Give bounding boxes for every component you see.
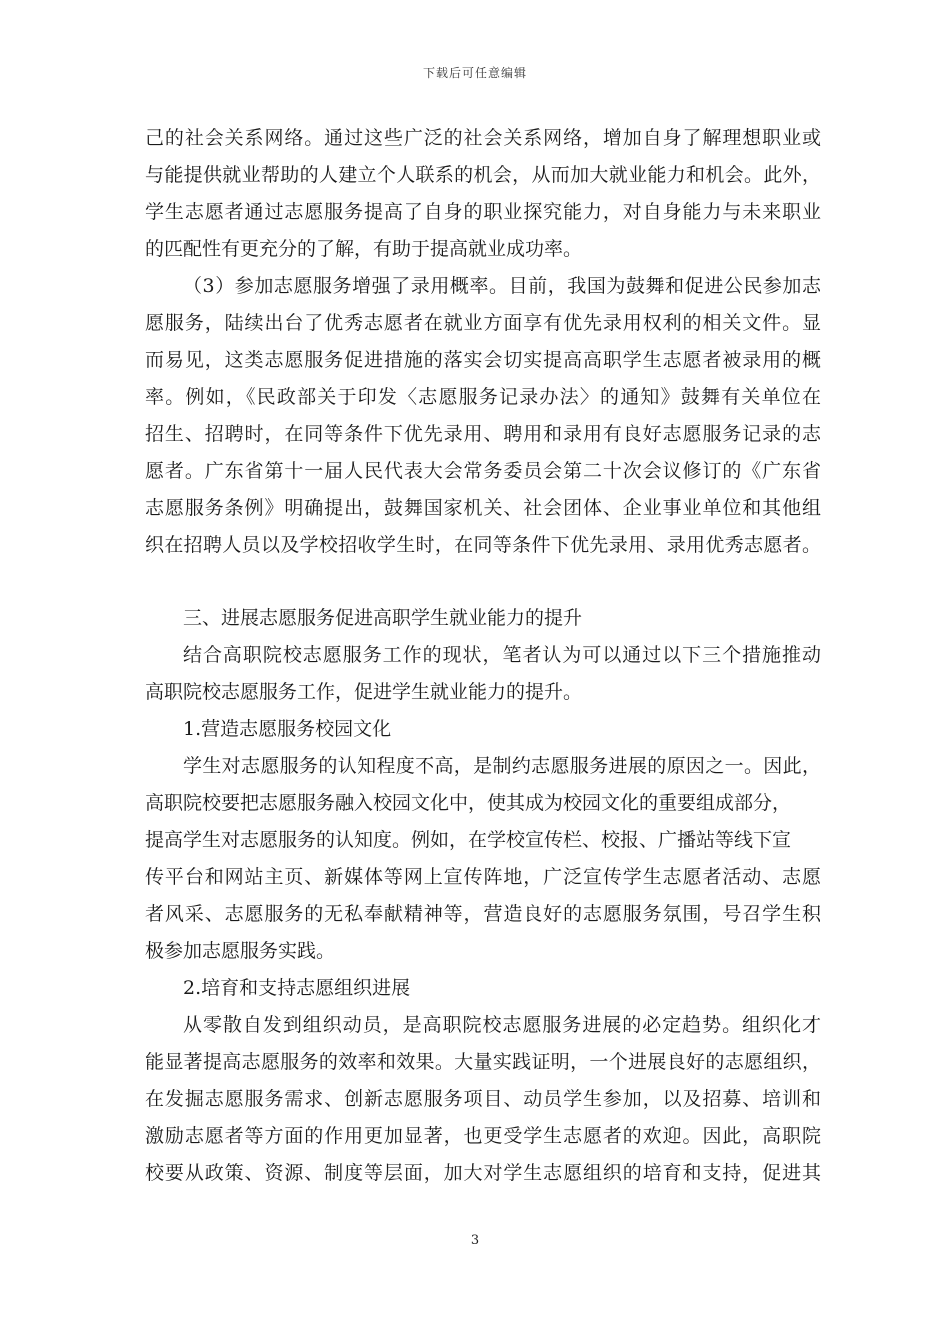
paragraph-line: 己的社会关系网络。通过这些广泛的社会关系网络，增加自身了解理想职业或	[145, 127, 821, 149]
paragraph-line: 高职院校要把志愿服务融入校园文化中，使其成为校园文化的重要组成部分，	[145, 792, 792, 814]
page-number: 3	[470, 1233, 480, 1248]
paragraph-line: 激励志愿者等方面的作用更加显著，也更受学生志愿者的欢迎。因此，高职院	[145, 1125, 821, 1147]
document-body	[145, 120, 821, 1192]
paragraph-line: 与能提供就业帮助的人建立个人联系的机会，从而加大就业能力和机会。此外，	[145, 164, 821, 186]
subsection-heading: 1.营造志愿服务校园文化	[183, 718, 392, 740]
paragraph-line: 极参加志愿服务实践。	[145, 940, 336, 962]
paragraph-line: 结合高职院校志愿服务工作的现状，笔者认为可以通过以下三个措施推动	[183, 644, 821, 666]
paragraph-line: 志愿服务条例》明确提出，鼓舞国家机关、社会团体、企业事业单位和其他组	[145, 497, 821, 519]
paragraph-line: 织在招聘人员以及学校招收学生时，在同等条件下优先录用、录用优秀志愿者。	[145, 534, 821, 556]
paragraph-line: 高职院校志愿服务工作，促进学生就业能力的提升。	[145, 681, 583, 703]
paragraph-line: 从零散自发到组织动员，是高职院校志愿服务进展的必定趋势。组织化才	[183, 1014, 821, 1036]
paragraph-line: 能显著提高志愿服务的效率和效果。大量实践证明，一个进展良好的志愿组织，	[145, 1051, 821, 1073]
paragraph-line: 愿者。广东省第十一届人民代表大会常务委员会第二十次会议修订的《广东省	[145, 460, 821, 482]
paragraph-line: 提高学生对志愿服务的认知度。例如，在学校宣传栏、校报、广播站等线下宣	[145, 829, 792, 851]
paragraph-line: 而易见，这类志愿服务促进措施的落实会切实提高高职学生志愿者被录用的概	[145, 349, 821, 371]
paragraph-line: 率。例如，《民政部关于印发〈志愿服务记录办法〉的通知》鼓舞有关单位在	[145, 386, 821, 408]
paragraph-line: 校要从政策、资源、制度等层面，加大对学生志愿组织的培育和支持，促进其	[145, 1162, 821, 1184]
paragraph-line: （3）参加志愿服务增强了录用概率。目前，我国为鼓舞和促进公民参加志	[183, 275, 821, 297]
paragraph-line: 学生对志愿服务的认知程度不高，是制约志愿服务进展的原因之一。因此，	[183, 755, 821, 777]
paragraph-spacer	[145, 564, 821, 600]
paragraph-line: 者风采、志愿服务的无私奉献精神等，营造良好的志愿服务氛围，号召学生积	[145, 903, 821, 925]
paragraph-line: 传平台和网站主页、新媒体等网上宣传阵地，广泛宣传学生志愿者活动、志愿	[145, 866, 821, 888]
subsection-heading: 2.培育和支持志愿组织进展	[183, 977, 411, 999]
paragraph-line: 愿服务，陆续出台了优秀志愿者在就业方面享有优先录用权利的相关文件。显	[145, 312, 821, 334]
paragraph-line: 招生、招聘时，在同等条件下优先录用、聘用和录用有良好志愿服务记录的志	[145, 423, 821, 445]
section-heading: 三、进展志愿服务促进高职学生就业能力的提升	[183, 607, 583, 629]
paragraph-line: 学生志愿者通过志愿服务提高了自身的职业探究能力，对自身能力与未来职业	[145, 201, 821, 223]
paragraph-line: 在发掘志愿服务需求、创新志愿服务项目、动员学生参加，以及招募、培训和	[145, 1088, 821, 1110]
page-header: 下载后可任意编辑	[422, 66, 527, 80]
paragraph-line: 的匹配性有更充分的了解，有助于提高就业成功率。	[145, 238, 583, 260]
